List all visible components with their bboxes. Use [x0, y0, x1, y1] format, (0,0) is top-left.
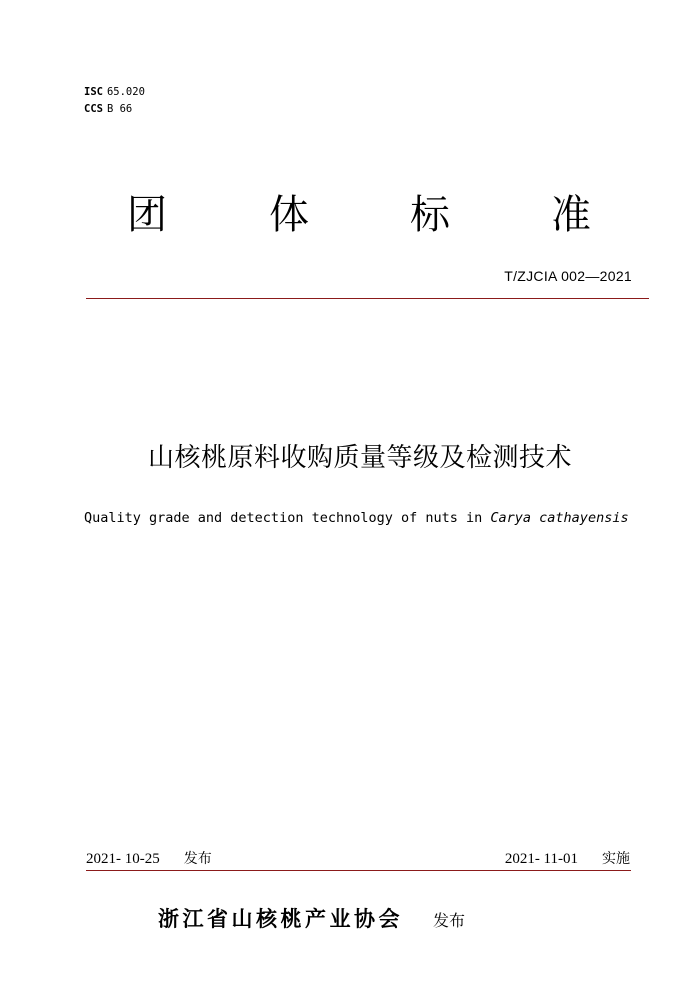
heading-char-3: 标 [410, 192, 450, 238]
release-date-block [86, 848, 212, 868]
effective-date-block [505, 848, 630, 868]
bottom-divider [86, 870, 631, 871]
publisher-line [158, 903, 465, 933]
top-divider [86, 298, 649, 299]
release-date: 2021- 10-25 [86, 851, 160, 867]
title-en-species: Carya cathayensis [490, 510, 629, 526]
standard-number: T/ZJCIA 002—2021 [504, 268, 632, 284]
title-en-prefix: Quality grade and detection technology of nuts in [84, 510, 483, 526]
isc-value: 65.020 [106, 86, 145, 98]
heading-char-1: 团 [127, 192, 167, 238]
isc-label: ISC [84, 86, 103, 98]
ccs-label: CCS [84, 103, 103, 115]
effective-label: 实施 [602, 851, 630, 867]
standard-type-heading [0, 187, 700, 247]
heading-char-2: 体 [269, 192, 309, 238]
effective-date: 2021- 11-01 [504, 851, 578, 867]
publisher-action: 发布 [433, 911, 466, 930]
heading-char-4: 准 [551, 192, 591, 238]
publisher-org: 浙江省山核桃产业协会 [158, 907, 403, 931]
ccs-value: B 66 [106, 103, 133, 115]
ccs-code [84, 101, 145, 118]
document-title-zh: 山核桃原料收购质量等级及检测技术 [147, 443, 572, 473]
release-label: 发布 [183, 851, 212, 867]
classification-codes [84, 84, 145, 118]
document-title-en [84, 510, 629, 526]
isc-code [84, 84, 145, 101]
